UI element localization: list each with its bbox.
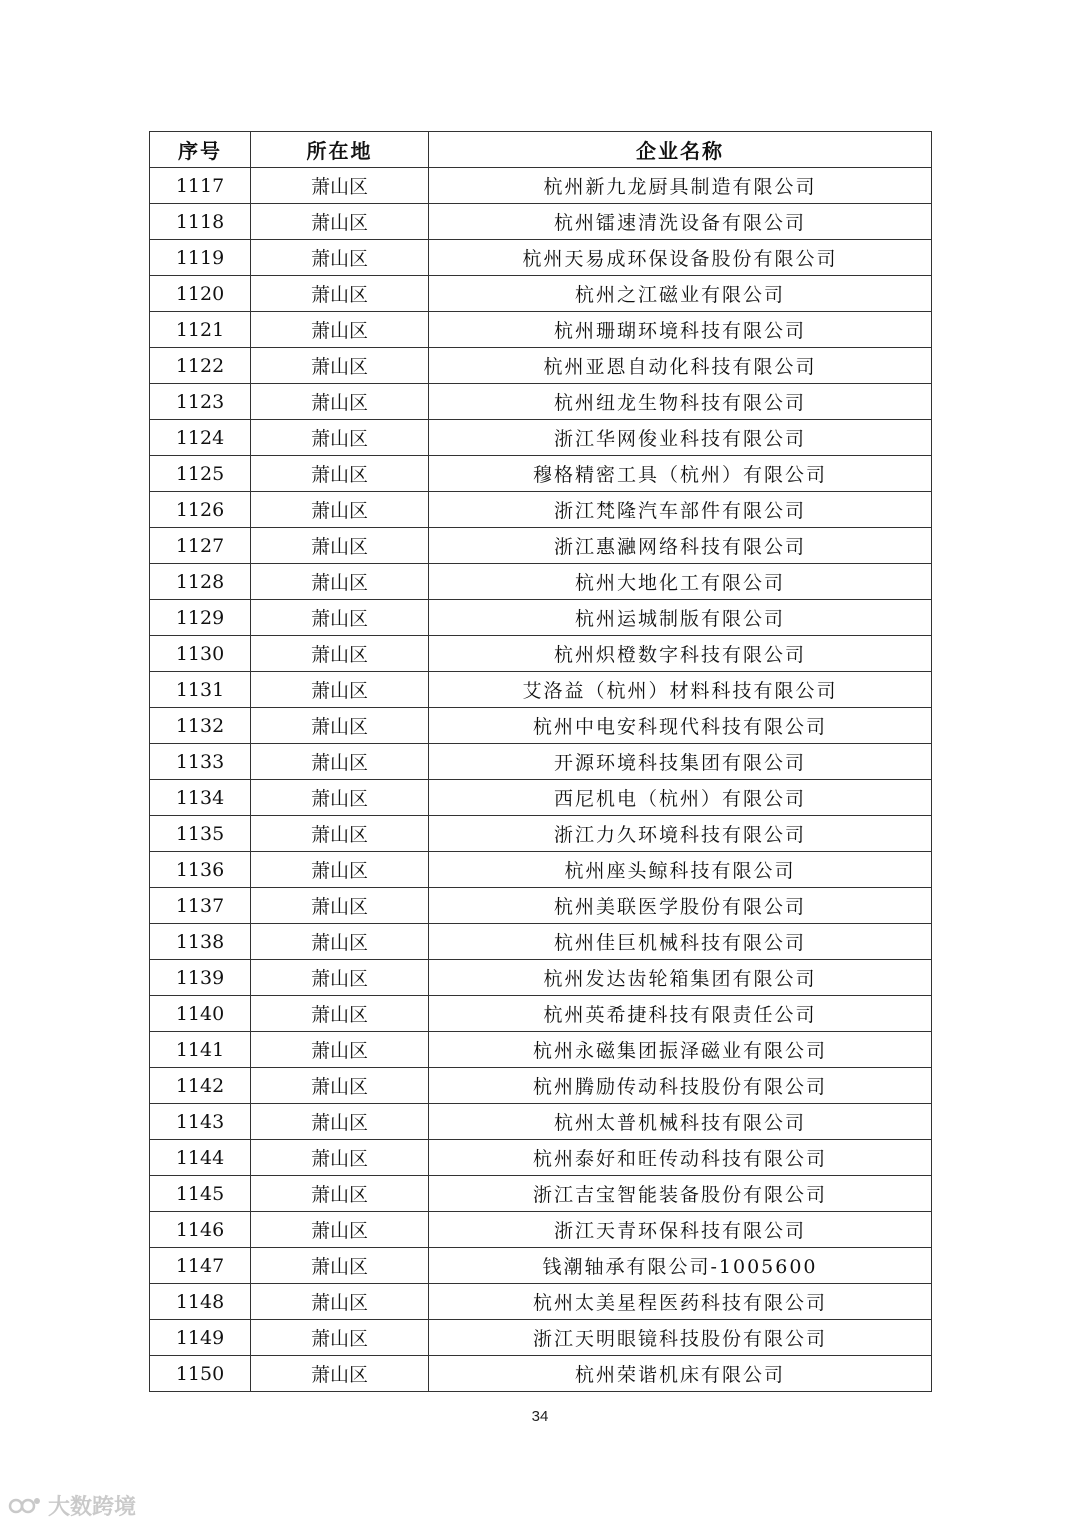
row-company-name: 杭州佳巨机械科技有限公司 bbox=[429, 924, 932, 960]
row-location: 萧山区 bbox=[251, 456, 429, 492]
row-index: 1148 bbox=[150, 1284, 251, 1320]
enterprise-table bbox=[149, 131, 932, 1392]
row-company-name: 浙江吉宝智能装备股份有限公司 bbox=[429, 1176, 932, 1212]
table-row bbox=[150, 312, 932, 348]
row-location: 萧山区 bbox=[251, 492, 429, 528]
table-row bbox=[150, 240, 932, 276]
row-company-name: 杭州座头鲸科技有限公司 bbox=[429, 852, 932, 888]
row-company-name: 杭州太普机械科技有限公司 bbox=[429, 1104, 932, 1140]
row-location: 萧山区 bbox=[251, 564, 429, 600]
row-index: 1120 bbox=[150, 276, 251, 312]
table-row bbox=[150, 168, 932, 204]
row-location: 萧山区 bbox=[251, 312, 429, 348]
row-location: 萧山区 bbox=[251, 600, 429, 636]
row-location: 萧山区 bbox=[251, 528, 429, 564]
row-location: 萧山区 bbox=[251, 888, 429, 924]
row-index: 1135 bbox=[150, 816, 251, 852]
row-location: 萧山区 bbox=[251, 240, 429, 276]
row-location: 萧山区 bbox=[251, 420, 429, 456]
row-index: 1118 bbox=[150, 204, 251, 240]
table-row bbox=[150, 780, 932, 816]
table-row bbox=[150, 1104, 932, 1140]
row-index: 1134 bbox=[150, 780, 251, 816]
table-row bbox=[150, 1176, 932, 1212]
row-index: 1122 bbox=[150, 348, 251, 384]
table-row bbox=[150, 1032, 932, 1068]
row-index: 1130 bbox=[150, 636, 251, 672]
table-row bbox=[150, 600, 932, 636]
watermark-text: 大数跨境 bbox=[48, 1495, 137, 1520]
row-index: 1146 bbox=[150, 1212, 251, 1248]
row-location: 萧山区 bbox=[251, 924, 429, 960]
row-location: 萧山区 bbox=[251, 204, 429, 240]
table-row bbox=[150, 1068, 932, 1104]
row-index: 1136 bbox=[150, 852, 251, 888]
row-company-name: 杭州大地化工有限公司 bbox=[429, 564, 932, 600]
row-location: 萧山区 bbox=[251, 1248, 429, 1284]
row-location: 萧山区 bbox=[251, 384, 429, 420]
row-company-name: 杭州英希捷科技有限责任公司 bbox=[429, 996, 932, 1032]
table-row bbox=[150, 888, 932, 924]
row-index: 1119 bbox=[150, 240, 251, 276]
row-location: 萧山区 bbox=[251, 996, 429, 1032]
row-index: 1147 bbox=[150, 1248, 251, 1284]
row-location: 萧山区 bbox=[251, 1068, 429, 1104]
row-company-name: 杭州珊瑚环境科技有限公司 bbox=[429, 312, 932, 348]
table-header-row bbox=[150, 132, 932, 168]
row-location: 萧山区 bbox=[251, 1284, 429, 1320]
row-index: 1145 bbox=[150, 1176, 251, 1212]
row-index: 1140 bbox=[150, 996, 251, 1032]
row-index: 1128 bbox=[150, 564, 251, 600]
row-company-name: 杭州炽橙数字科技有限公司 bbox=[429, 636, 932, 672]
row-index: 1143 bbox=[150, 1104, 251, 1140]
row-company-name: 浙江力久环境科技有限公司 bbox=[429, 816, 932, 852]
row-location: 萧山区 bbox=[251, 672, 429, 708]
row-location: 萧山区 bbox=[251, 1176, 429, 1212]
row-company-name: 浙江天明眼镜科技股份有限公司 bbox=[429, 1320, 932, 1356]
row-index: 1127 bbox=[150, 528, 251, 564]
table-row bbox=[150, 636, 932, 672]
row-company-name: 钱潮轴承有限公司-1005600 bbox=[429, 1248, 932, 1284]
table-row bbox=[150, 672, 932, 708]
row-company-name: 浙江天青环保科技有限公司 bbox=[429, 1212, 932, 1248]
row-location: 萧山区 bbox=[251, 636, 429, 672]
row-index: 1149 bbox=[150, 1320, 251, 1356]
table-row bbox=[150, 708, 932, 744]
row-company-name: 杭州之江磁业有限公司 bbox=[429, 276, 932, 312]
table-row bbox=[150, 1320, 932, 1356]
row-company-name: 杭州镭速清洗设备有限公司 bbox=[429, 204, 932, 240]
row-location: 萧山区 bbox=[251, 168, 429, 204]
row-company-name: 杭州美联医学股份有限公司 bbox=[429, 888, 932, 924]
row-company-name: 浙江梵隆汽车部件有限公司 bbox=[429, 492, 932, 528]
row-location: 萧山区 bbox=[251, 348, 429, 384]
table-row bbox=[150, 420, 932, 456]
row-company-name: 杭州永磁集团振泽磁业有限公司 bbox=[429, 1032, 932, 1068]
row-company-name: 杭州天易成环保设备股份有限公司 bbox=[429, 240, 932, 276]
row-company-name: 开源环境科技集团有限公司 bbox=[429, 744, 932, 780]
row-company-name: 杭州运城制版有限公司 bbox=[429, 600, 932, 636]
table-row bbox=[150, 456, 932, 492]
row-company-name: 艾洛益（杭州）材料科技有限公司 bbox=[429, 672, 932, 708]
row-company-name: 穆格精密工具（杭州）有限公司 bbox=[429, 456, 932, 492]
row-index: 1129 bbox=[150, 600, 251, 636]
row-company-name: 杭州纽龙生物科技有限公司 bbox=[429, 384, 932, 420]
row-location: 萧山区 bbox=[251, 1140, 429, 1176]
row-index: 1132 bbox=[150, 708, 251, 744]
row-index: 1142 bbox=[150, 1068, 251, 1104]
row-location: 萧山区 bbox=[251, 780, 429, 816]
row-location: 萧山区 bbox=[251, 744, 429, 780]
page-number: 34 bbox=[531, 1408, 549, 1425]
row-location: 萧山区 bbox=[251, 960, 429, 996]
row-location: 萧山区 bbox=[251, 1356, 429, 1392]
row-company-name: 杭州太美星程医药科技有限公司 bbox=[429, 1284, 932, 1320]
row-index: 1124 bbox=[150, 420, 251, 456]
header-company-name: 企业名称 bbox=[429, 132, 932, 168]
row-index: 1139 bbox=[150, 960, 251, 996]
brand-logo-icon bbox=[8, 1495, 42, 1517]
row-location: 萧山区 bbox=[251, 708, 429, 744]
row-company-name: 杭州泰好和旺传动科技有限公司 bbox=[429, 1140, 932, 1176]
row-company-name: 浙江惠瀜网络科技有限公司 bbox=[429, 528, 932, 564]
row-index: 1141 bbox=[150, 1032, 251, 1068]
row-index: 1137 bbox=[150, 888, 251, 924]
table-row bbox=[150, 1212, 932, 1248]
row-index: 1121 bbox=[150, 312, 251, 348]
watermark bbox=[8, 1490, 136, 1521]
table-row bbox=[150, 1284, 932, 1320]
row-company-name: 杭州中电安科现代科技有限公司 bbox=[429, 708, 932, 744]
row-location: 萧山区 bbox=[251, 1104, 429, 1140]
table-row bbox=[150, 996, 932, 1032]
row-company-name: 杭州亚恩自动化科技有限公司 bbox=[429, 348, 932, 384]
row-location: 萧山区 bbox=[251, 852, 429, 888]
table-row bbox=[150, 924, 932, 960]
row-index: 1133 bbox=[150, 744, 251, 780]
row-index: 1123 bbox=[150, 384, 251, 420]
row-company-name: 浙江华网俊业科技有限公司 bbox=[429, 420, 932, 456]
row-company-name: 杭州腾励传动科技股份有限公司 bbox=[429, 1068, 932, 1104]
table-row bbox=[150, 1140, 932, 1176]
row-index: 1131 bbox=[150, 672, 251, 708]
row-index: 1117 bbox=[150, 168, 251, 204]
table-row bbox=[150, 1248, 932, 1284]
row-location: 萧山区 bbox=[251, 816, 429, 852]
table-row bbox=[150, 276, 932, 312]
row-location: 萧山区 bbox=[251, 1212, 429, 1248]
table-row bbox=[150, 204, 932, 240]
row-index: 1138 bbox=[150, 924, 251, 960]
row-company-name: 杭州新九龙厨具制造有限公司 bbox=[429, 168, 932, 204]
row-index: 1126 bbox=[150, 492, 251, 528]
row-index: 1125 bbox=[150, 456, 251, 492]
row-index: 1144 bbox=[150, 1140, 251, 1176]
table-row bbox=[150, 564, 932, 600]
table-row bbox=[150, 492, 932, 528]
table-row bbox=[150, 852, 932, 888]
table-row bbox=[150, 1356, 932, 1392]
table-row bbox=[150, 528, 932, 564]
row-location: 萧山区 bbox=[251, 1320, 429, 1356]
row-location: 萧山区 bbox=[251, 1032, 429, 1068]
table-row bbox=[150, 744, 932, 780]
table-row bbox=[150, 816, 932, 852]
row-company-name: 杭州荣谐机床有限公司 bbox=[429, 1356, 932, 1392]
row-company-name: 西尼机电（杭州）有限公司 bbox=[429, 780, 932, 816]
table-row bbox=[150, 348, 932, 384]
header-index: 序号 bbox=[150, 132, 251, 168]
row-location: 萧山区 bbox=[251, 276, 429, 312]
table-row bbox=[150, 960, 932, 996]
header-location: 所在地 bbox=[251, 132, 429, 168]
table-row bbox=[150, 384, 932, 420]
row-company-name: 杭州发达齿轮箱集团有限公司 bbox=[429, 960, 932, 996]
row-index: 1150 bbox=[150, 1356, 251, 1392]
